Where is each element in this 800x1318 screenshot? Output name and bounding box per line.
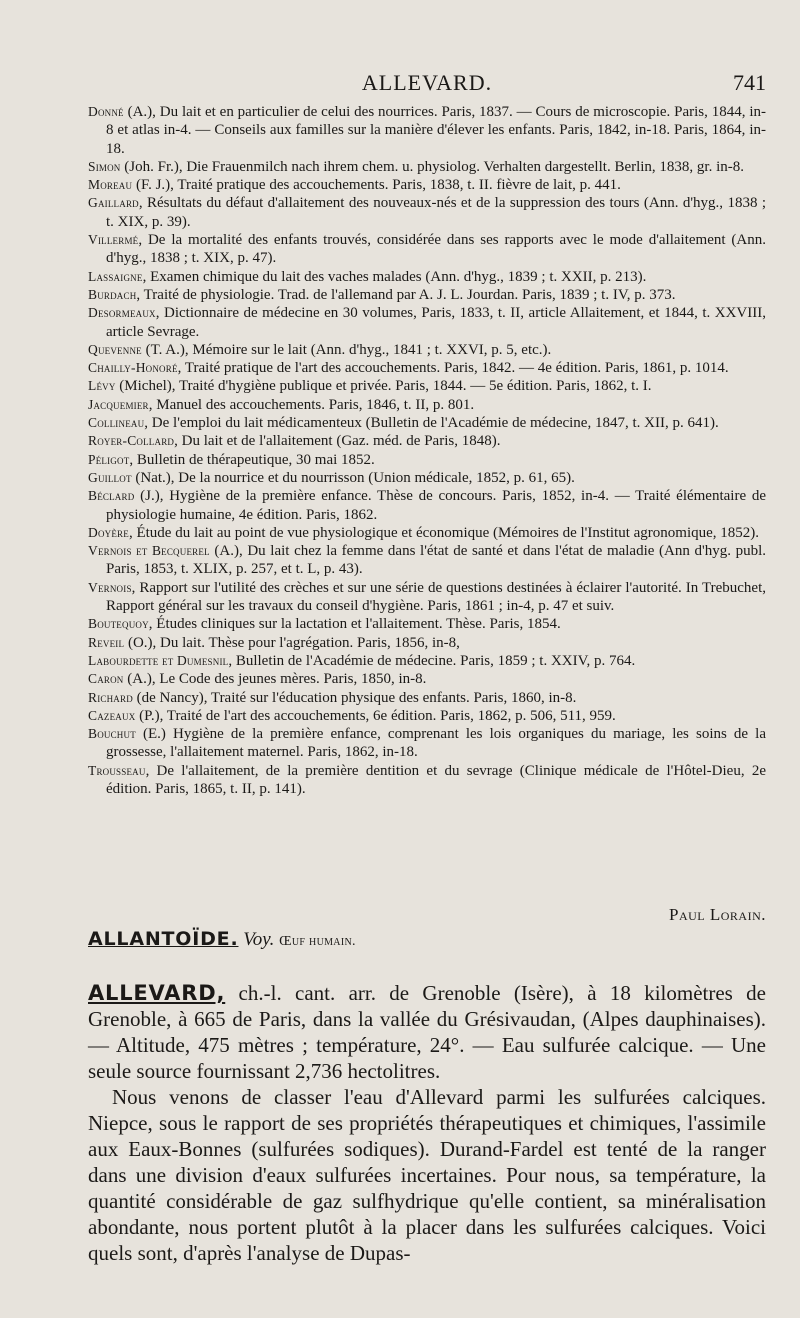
bib-text: (A.), Le Code des jeunes mères. Paris, 1850, in-8. — [123, 671, 427, 688]
bib-text: (Nat.), De la nourrice et du nourrisson (Union médicale, 1852, p. 61, 65). — [131, 469, 575, 486]
bib-author: Vernois et Becquerel — [88, 543, 210, 559]
bib-author: Moreau — [88, 177, 133, 193]
page-number: 741 — [733, 70, 766, 95]
bib-entry — [88, 304, 766, 341]
bib-entry — [88, 359, 766, 377]
bib-author: Doyère — [88, 524, 129, 540]
bib-author: Royer-Collard — [88, 433, 175, 449]
bib-author: Gaillard — [88, 195, 139, 211]
bib-text: , De l'emploi du lait médicamenteux (Bulletin de l'Académie de médecine, 1847, t. XII, p. 641). — [144, 415, 719, 432]
bib-entry — [88, 286, 766, 304]
bib-author: Lévy — [88, 378, 116, 394]
bib-entry — [88, 487, 766, 524]
bib-author: Lassaigne — [88, 268, 143, 284]
bib-author: Desormeaux — [88, 305, 156, 321]
bib-text: (A.), Du lait chez la femme dans l'état de santé et dans l'état de maladie (Ann d'hyg. publ. Paris, 1853, t. XLIX, p. 257, et t. L, p. 43). — [106, 543, 766, 578]
bib-entry — [88, 762, 766, 799]
entry-allevard — [88, 980, 766, 1266]
bib-author: Richard — [88, 689, 133, 705]
bib-entry — [88, 689, 766, 707]
allevard-intro-text: ch.-l. cant. arr. de Grenoble (Isère), à 18 kilomètres de Grenoble, à 665 de Paris, dans la vallée du Grésivaudan, (Alpes dauphinaises). — Altitude, 475 mètres ; température, 24°. — Eau sulfurée calcique. — Une seule source fournissant 2,736 hectolitres. — [88, 981, 766, 1083]
bib-entry — [88, 524, 766, 542]
bib-entry — [88, 341, 766, 359]
bib-text: , Bulletin de thérapeutique, 30 mai 1852. — [129, 451, 375, 468]
bib-entry — [88, 451, 766, 469]
bib-text: (F. J.), Traité pratique des accouchements. Paris, 1838, t. II. fièvre de lait, p. 441. — [132, 177, 621, 194]
bib-author: Burdach — [88, 286, 137, 302]
allevard-intro — [88, 980, 766, 1084]
bib-entry — [88, 725, 766, 762]
bib-author: Cazeaux — [88, 707, 136, 723]
bib-entry — [88, 194, 766, 231]
bib-text: , Traité pratique de l'art des accouchements. Paris, 1842. — 4e édition. Paris, 1861, p. 1014. — [177, 360, 729, 377]
bib-author: Vernois — [88, 579, 132, 595]
bib-text: (P.), Traité de l'art des accouchements, 6e édition. Paris, 1862, p. 506, 511, 959. — [135, 707, 616, 724]
bib-text: , Résultats du défaut d'allaitement des nouveaux-nés et de la suppression des tours (Ann. d'hyg., 1838 ; t. XIX, p. 39). — [106, 195, 766, 230]
article-signature: Paul Lorain. — [669, 905, 766, 924]
bib-text: , Rapport sur l'utilité des crèches et sur une série de questions destinées à éclairer l'autorité. In Trebuchet, Rapport général sur les travaux du conseil d'hygiène. Paris, 1861 ; in-4, p. 47 et suiv. — [106, 579, 766, 615]
see-also-label: Voy. — [243, 929, 275, 950]
bib-text: (Joh. Fr.), Die Frauenmilch nach ihrem chem. u. physiolog. Verhalten dargestellt. Berlin, 1838, gr. in-8. — [120, 158, 745, 175]
page-header — [88, 70, 766, 100]
bibliography — [88, 103, 766, 798]
bib-text: , Traité de physiologie. Trad. de l'allemand par A. J. L. Jourdan. Paris, 1839 ; t. IV, p. 373. — [136, 286, 676, 303]
bib-author: Collineau — [88, 415, 145, 431]
bib-text: , Manuel des accouchements. Paris, 1846, t. II, p. 801. — [148, 396, 475, 413]
bib-text: , Bulletin de l'Académie de médecine. Paris, 1859 ; t. XXIV, p. 764. — [228, 652, 636, 669]
bib-author: Labourdette et Dumesnil — [88, 652, 229, 668]
bib-entry — [88, 432, 766, 450]
bib-entry — [88, 231, 766, 268]
bib-text: , De l'allaitement, de la première dentition et du sevrage (Clinique médicale de l'Hôtel-Dieu, 2e édition. Paris, 1865, t. II, p. 141). — [106, 762, 766, 797]
entry-allantoide — [88, 928, 766, 951]
bib-author: Simon — [88, 158, 121, 174]
bib-entry — [88, 615, 766, 633]
bib-author: Guillot — [88, 469, 132, 485]
bib-entry — [88, 469, 766, 487]
bib-entry — [88, 652, 766, 670]
headword-allantoide: ALLANTOÏDE. — [88, 928, 239, 950]
bib-entry — [88, 707, 766, 725]
allevard-paragraph: Nous venons de classer l'eau d'Allevard parmi les sulfurées calciques. Niepce, sous le rapport de ses propriétés thérapeutiques et chimiques, l'assimile aux Eaux-Bonnes (sulfurées sodiques). Durand-Fardel est tenté de la ranger dans une division d'eaux sulfurées incertaines. Pour nous, sa température, la quantité considérable de gaz sulfhydrique qu'elle contient, sa minéralisation abondante, nous portent plutôt à la placer dans les sulfurées calciques. Voici quels sont, d'après l'analyse de Dupas- — [88, 1085, 766, 1265]
bib-entry — [88, 268, 766, 286]
bib-text: , Étude du lait au point de vue physiologique et économique (Mémoires de l'Institut agronomique, 1852). — [128, 524, 760, 541]
bib-author: Chailly-Honoré — [88, 360, 178, 376]
bib-text: , Études cliniques sur la lactation et l'allaitement. Thèse. Paris, 1854. — [148, 616, 561, 633]
bib-entry — [88, 634, 766, 652]
running-title: ALLEVARD. — [361, 70, 493, 95]
bib-text: , Dictionnaire de médecine en 30 volumes, Paris, 1833, t. II, article Allaitement, et 1844, t. XXVIII, article Sevrage. — [106, 305, 766, 340]
cross-reference: Œuf humain. — [279, 934, 356, 949]
bib-entry — [88, 158, 766, 176]
bib-text: (T. A.), Mémoire sur le lait (Ann. d'hyg., 1841 ; t. XXVI, p. 5, etc.). — [141, 341, 552, 358]
bib-author: Quevenne — [88, 341, 142, 357]
bib-author: Jacquemier — [88, 396, 149, 412]
bib-text: (Michel), Traité d'hygiène publique et privée. Paris, 1844. — 5e édition. Paris, 1862, t. I. — [115, 378, 652, 395]
bib-text: , De la mortalité des enfants trouvés, considérée dans ses rapports avec le mode d'allaitement (Ann. d'hyg., 1838 ; t. XIX, p. 47). — [106, 232, 766, 267]
bib-author: Béclard — [88, 488, 135, 504]
bib-text: , Du lait et de l'allaitement (Gaz. méd. de Paris, 1848). — [174, 433, 501, 450]
bib-text: , Examen chimique du lait des vaches malades (Ann. d'hyg., 1839 ; t. XXII, p. 213). — [142, 268, 647, 285]
bib-author: Boutequoy — [88, 616, 149, 632]
bib-author: Caron — [88, 671, 124, 687]
bib-entry — [88, 377, 766, 395]
bib-entry — [88, 579, 766, 616]
bib-text: (O.), Du lait. Thèse pour l'agrégation. Paris, 1856, in-8, — [124, 634, 460, 651]
bib-entry — [88, 670, 766, 688]
bib-author: Péligot — [88, 451, 130, 467]
bib-entry — [88, 396, 766, 414]
bib-text: (de Nancy), Traité sur l'éducation physique des enfants. Paris, 1860, in-8. — [132, 689, 577, 706]
bib-text: (J.), Hygiène de la première enfance. Thèse de concours. Paris, 1852, in-4. — Traité élémentaire de physiologie humaine, 4e édition. Paris, 1862. — [106, 488, 766, 523]
bib-author: Villermé — [88, 232, 139, 248]
bib-entry — [88, 176, 766, 194]
headword-allevard: ALLEVARD, — [88, 981, 226, 1005]
bib-entry — [88, 542, 766, 579]
bib-author: Bouchut — [88, 726, 136, 742]
bib-text: (A.), Du lait et en particulier de celui des nourrices. Paris, 1837. — Cours de microscopie. Paris, 1844, in-8 et atlas in-4. — Conseils aux familles sur la manière d'élever les enfants. Paris, 1842, in-18. Paris, 1864, in-18. — [106, 104, 766, 157]
bib-entry — [88, 414, 766, 432]
bib-author: Trousseau — [88, 762, 146, 778]
bib-entry — [88, 103, 766, 158]
bib-text: (E.) Hygiène de la première enfance, comprenant les lois organiques du mariage, les soins de la grossesse, l'allaitement maternel. Paris, 1862, in-18. — [106, 726, 766, 761]
bib-author: Donné — [88, 104, 124, 119]
bib-author: Reveil — [88, 634, 125, 650]
